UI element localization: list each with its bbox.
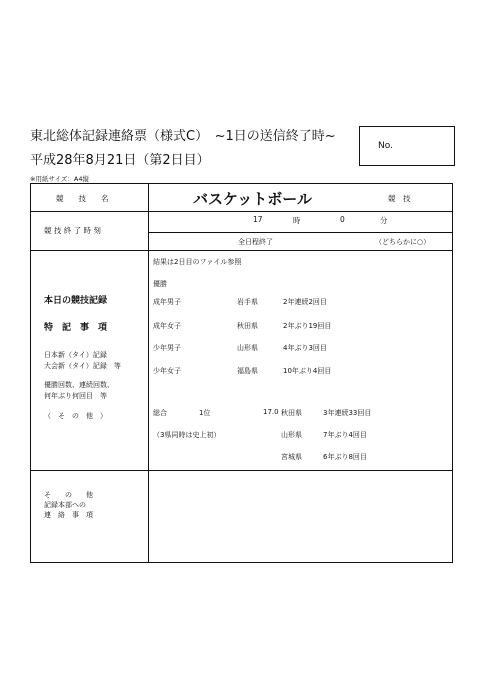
row-divider xyxy=(31,470,452,471)
all-done-option: 全日程終了 xyxy=(238,238,273,246)
winner-prefecture: 秋田県 xyxy=(237,322,258,330)
winner-note: 2年ぶり19回目 xyxy=(283,322,332,330)
overall-prefecture: 秋田県 xyxy=(281,409,302,417)
contact-field[interactable] xyxy=(153,476,443,558)
winner-note: 10年ぶり4回目 xyxy=(283,367,332,375)
row-divider xyxy=(31,211,452,212)
winner-category: 成年男子 xyxy=(153,298,181,306)
overall-rank: 1位 xyxy=(199,409,211,417)
end-minute: 0 xyxy=(340,215,345,224)
event-label: 競 技 名 xyxy=(56,194,109,203)
event-suffix: 競 技 xyxy=(388,194,411,203)
overall-prefecture: 山形県 xyxy=(281,431,302,439)
end-time-label: 競 技 終 了 時 刻 xyxy=(44,226,101,235)
row-divider xyxy=(31,250,452,251)
form-date: 平成28年8月21日（第2日目） xyxy=(30,153,210,168)
winner-note: 4年ぶり3回目 xyxy=(283,344,327,352)
contact-label-3: 連 絡 事 項 xyxy=(44,511,93,519)
winners-header: 優勝 xyxy=(153,280,167,288)
overall-points: 17.0 xyxy=(263,408,279,416)
overall-note: 7年ぶり4回目 xyxy=(323,431,367,439)
end-hour: 17 xyxy=(253,215,263,224)
column-divider xyxy=(148,184,149,562)
overall-note: 6年ぶり8回目 xyxy=(323,453,367,461)
winner-note: 2年連続2回目 xyxy=(283,298,327,306)
records-note-4: 何年ぶり何回目 等 xyxy=(44,392,107,400)
overall-note: 3年連続33回目 xyxy=(323,409,372,417)
records-label-2: 特 記 事 項 xyxy=(44,323,108,333)
tie-note: （3県同時は史上初） xyxy=(153,431,221,439)
overall-prefecture: 宮城県 xyxy=(281,453,302,461)
records-note-5: （ そ の 他 ） xyxy=(44,412,107,420)
winner-category: 少年男子 xyxy=(153,344,181,352)
winner-prefecture: 福島県 xyxy=(237,367,258,375)
winner-category: 成年女子 xyxy=(153,322,181,330)
record-form-table xyxy=(30,183,453,563)
minute-unit: 分 xyxy=(380,216,388,225)
contact-label-1: そ の 他 xyxy=(44,491,93,499)
winner-prefecture: 山形県 xyxy=(237,344,258,352)
records-note-3: 優勝回数、連続回数、 xyxy=(44,381,114,389)
records-label: 本日の競技記録 xyxy=(44,296,108,306)
form-title: 東北総体記録連絡票（様式C） ~1日の送信終了時~ xyxy=(30,129,336,144)
contact-label-2: 記録本部への xyxy=(44,501,86,509)
number-label: No. xyxy=(378,141,393,151)
hour-unit: 時 xyxy=(293,216,301,225)
number-box xyxy=(359,126,455,166)
reference-note: 結果は2日目のファイル参照 xyxy=(153,258,242,266)
event-name: バスケットボール xyxy=(193,190,312,208)
winner-category: 少年女子 xyxy=(153,367,181,375)
records-note-2: 大会新（タイ）記録 等 xyxy=(44,362,121,370)
winner-prefecture: 岩手県 xyxy=(237,298,258,306)
paper-size-note: ※用紙サイズ：A4縦 xyxy=(30,175,90,183)
overall-label: 総合 xyxy=(153,409,167,417)
row-divider xyxy=(148,232,452,233)
records-note-1: 日本新（タイ）記録 xyxy=(44,351,107,359)
either-note: （どちらかに○） xyxy=(375,238,431,246)
